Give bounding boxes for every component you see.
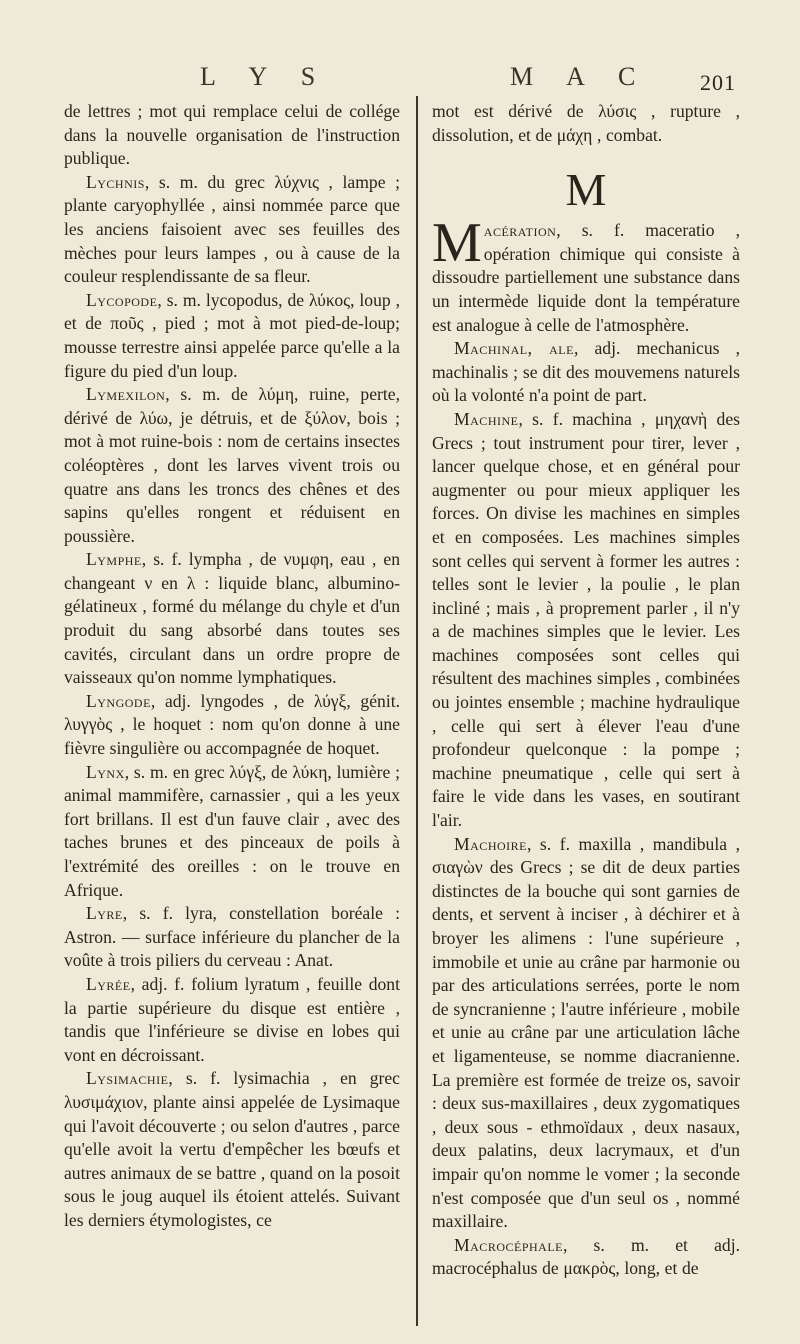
- dictionary-entry: Macération, s. f. maceratio , opération chimique qui consiste à dissoudre partiellement une substance dans un intermède liquide dont la température est analogue à celle de l'atmosphère.: [432, 212, 740, 335]
- entry-headword: Lyngode: [86, 690, 151, 711]
- entry-headword: Lymphe: [86, 549, 142, 570]
- entry-headword: Machinal, ale: [454, 338, 574, 359]
- running-head-right: M A C: [510, 62, 650, 91]
- dictionary-entry: Lysimachie, s. f. lysimachia , en grec λυσιμάχιον, plante ainsi appelée de Lysimaque qui l'avoit découverte ; ou selon d'autres , parce qu'elle avoit la vertu d'empêcher les bœufs et autres animaux de se battre , quand on la posoit sous le joug auquel ils étoient attelés. Suivant les derniers étymologistes, ce: [64, 1068, 400, 1230]
- dictionary-entry: Lyrée, adj. f. folium lyratum , feuille dont la partie supérieure du disque est entière , tandis que l'inférieure se divise en lobes qui vont en décroissant.: [64, 973, 400, 1065]
- dictionary-entry: Macrocéphale, s. m. et adj. macrocéphalus de μακρὸς, long, et de: [432, 1234, 740, 1279]
- dictionary-entry: Machinal, ale, adj. mechanicus , machinalis ; se dit des mouvemens naturels où la volonté n'a point de part.: [432, 338, 740, 406]
- drop-cap: M: [432, 212, 482, 275]
- dictionary-entry: Lymphe, s. f. lympha , de νυμφη, eau , en changeant ν en λ : liquide blanc, albumino-gélatineux , formé du mélange du chyle et d'un produit du sang absorbé dans toutes ses cavités, circulant dans un ordre propre de vaisseaux qu'on nomme lymphatiques.: [64, 549, 400, 688]
- entry-headword: Lynx: [86, 761, 125, 782]
- page-number: 201: [700, 70, 736, 95]
- entry-headword: Lyrée: [86, 973, 131, 994]
- dictionary-entry: Lyre, s. f. lyra, constellation boréale : Astron. — surface inférieure du plancher de la voûte à trois piliers du cerveau : Anat.: [64, 903, 400, 971]
- dictionary-entry: Lynx, s. m. en grec λύγξ, de λύκη, lumière ; animal mammifère, carnassier , qui a les yeux fort brillans. Il est d'un fauve clair , avec des taches brunes et des pinceaux de poils à l'extrémité des oreilles : on le trouve en Afrique.: [64, 761, 400, 900]
- dictionary-entry: Lycopode, s. m. lycopodus, de λύκος, loup , et de ποῦς , pied ; mot à mot pied-de-loup; mousse terrestre ainsi appelée parce qu'elle a la figure du pied d'un loup.: [64, 289, 400, 381]
- entry-headword: Macrocéphale: [454, 1234, 563, 1255]
- entry-headword: Lymexilon: [86, 384, 166, 405]
- left-column: [64, 100, 400, 1233]
- section-letter: M: [565, 164, 607, 216]
- dictionary-entry: Lyngode, adj. lyngodes , de λύγξ, génit. λυγγὸς , le hoquet : nom qu'on donne à une fièvre singulière ou accompagnée de hoquet.: [64, 690, 400, 759]
- dictionary-entry: Lymexilon, s. m. de λύμη, ruine, perte, dérivé de λύω, je détruis, et de ξύλον, bois ; mot à mot ruine-bois : nom de certains insectes coléoptères , dont les larves vivent trois ou quatre ans dans les troncs des chênes et des sapins qu'elles rongent et réduisent en poussière.: [64, 384, 400, 546]
- dictionary-entry: Machine, s. f. machina , μηχανὴ des Grecs ; tout instrument pour tirer, lever , lancer quelque chose, et en général pour augmenter ou pour mieux appliquer les forces. On divise les machines en simples et en composées. Les machines simples sont celles qui servent à former les autres : telles sont le levier , la poulie , le plan incliné ; mais , à proprement parler , il n'y a de machines simples que le levier. Les machines composées sont celles qui résultent des machines simples , combinées ou jointes ensemble ; machine hydraulique , celle qui sert à élever l'eau d'une profondeur quelconque : la pompe ; machine pneumatique , celle qui sert à faire le vide dans les vases, en soutirant l'air.: [432, 408, 740, 831]
- entry-headword: Machoire: [454, 833, 527, 854]
- right-column: [432, 100, 740, 1281]
- entry-headword: Lyre: [86, 903, 123, 924]
- entry-headword: Lysimachie: [86, 1068, 169, 1089]
- dictionary-entry: Lychnis, s. m. du grec λύχνις , lampe ; plante caryophyllée , ainsi nommée parce que les anciens faisoient avec ses feuilles des mèches pour leurs lampes , ou à cause de la couleur resplendissante de sa fleur.: [64, 171, 400, 287]
- dictionary-entry: Machoire, s. f. maxilla , mandibula , σιαγὼν des Grecs ; se dit de deux parties distinctes de la bouche qui sont garnies de dents, et servent à inciser , à déchirer et à broyer les alimens : l'une supérieure , immobile et unie au crâne par harmonie ou par des articulations serrées, porte le nom de syncranienne ; l'autre inférieure , mobile et unie au crâne par une articulation lâche et ligamenteuse, se nomme diacranienne. La première est formée de treize os, savoir : deux sus-maxillaires , deux zygomatiques , deux sous - ethmoïdaux , deux nasaux, deux palatins, deux lacrymaux, et d'un impair qu'on nomme le vomer ; la seconde n'est composée que d'un seul os , nommé maxillaire.: [432, 833, 740, 1232]
- entry-headword: Lychnis: [86, 171, 145, 192]
- column-divider: [416, 96, 418, 1326]
- entry-headword: Lycopode: [86, 289, 158, 310]
- paragraph: mot est dérivé de λύσις , rupture , dissolution, et de μάχη , combat.: [432, 101, 740, 145]
- paragraph: de lettres ; mot qui remplace celui de collége dans la nouvelle organisation de l'instruction publique.: [64, 101, 400, 169]
- running-head-left: L Y S: [200, 62, 330, 91]
- entry-headword: acération: [483, 220, 557, 241]
- entry-headword: Machine: [454, 408, 519, 429]
